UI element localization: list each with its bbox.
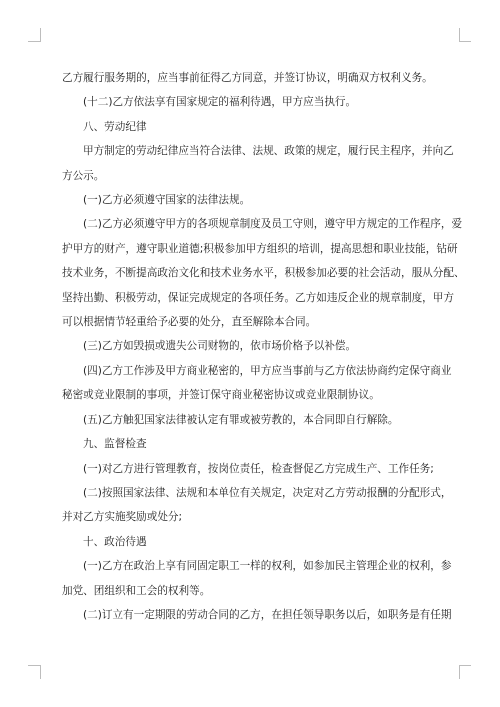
text-line: 加党、团组织和工会的权利等。 xyxy=(62,584,211,597)
text-line: 秘密或竞业限制的事项，并签订保守商业秘密协议或竞业限制协议。 xyxy=(62,389,380,402)
text-line: 乙方履行服务期的，应当事前征得乙方同意，并签订协议，明确双方权利义务。 xyxy=(62,72,433,84)
text-line: 坚持出勤、积极劳动，保证完成规定的各项任务。乙方如违反企业的规章制度，甲方 xyxy=(62,291,454,304)
text-line: (十二)乙方依法享有国家规定的福利待遇，甲方应当执行。 xyxy=(83,96,357,109)
crop-mark-bottom-right xyxy=(459,665,471,666)
text-line: 技术业务，不断提高政治文化和技术业务水平，积极参加必要的社会活动，服从分配、 xyxy=(62,267,465,280)
text-line: (一)乙方在政治上享有同固定职工一样的权利，如参加民主管理企业的权利，参 xyxy=(83,560,452,573)
text-line: (二)订立有一定期限的劳动合同的乙方，在担任领导职务以后，如职务是有任期 xyxy=(83,608,452,621)
text-line: 方公示。 xyxy=(62,169,105,182)
section-heading: 八、劳动纪律 xyxy=(83,120,147,133)
crop-mark-bottom-right xyxy=(459,665,460,679)
text-line: (三)乙方如毁损或遗失公司财物的，依市场价格予以补偿。 xyxy=(83,340,357,353)
text-line: (四)乙方工作涉及甲方商业秘密的，甲方应当事前与乙方依法协商约定保守商业 xyxy=(83,364,452,377)
text-line: (一)对乙方进行管理教育，按岗位责任，检查督促乙方完成生产、工作任务; xyxy=(83,462,434,475)
crop-mark-top-right xyxy=(459,28,460,42)
text-line: 甲方制定的劳动纪律应当符合法律、法规、政策的规定，履行民主程序，并向乙 xyxy=(83,145,454,158)
text-line: (二)按照国家法律、法规和本单位有关规定，决定对乙方劳动报酬的分配形式， xyxy=(83,486,452,499)
crop-mark-top-right xyxy=(459,41,471,42)
text-line: 可以根据情节轻重给予必要的处分，直至解除本合同。 xyxy=(62,316,317,329)
crop-mark-top-left xyxy=(40,28,41,42)
text-line: (二)乙方必须遵守甲方的各项规章制度及员工守则，遵守甲方规定的工作程序，爱 xyxy=(83,218,463,231)
document-page xyxy=(62,66,465,627)
text-line: (五)乙方触犯国家法律被认定有罪或被劳教的，本合同即自行解除。 xyxy=(83,413,399,426)
text-line: (一)乙方必须遵守国家的法律法规。 xyxy=(83,194,251,207)
crop-mark-top-left xyxy=(28,41,40,42)
section-heading: 九、监督检查 xyxy=(83,438,147,451)
text-line: 并对乙方实施奖励或处分; xyxy=(62,511,183,524)
crop-mark-bottom-left xyxy=(40,665,41,679)
text-line: 护甲方的财产，遵守职业道德;积极参加甲方组织的培训，提高思想和职业技能，钻研 xyxy=(62,242,458,255)
section-heading: 十、政治待遇 xyxy=(83,535,147,548)
crop-mark-bottom-left xyxy=(28,665,40,666)
